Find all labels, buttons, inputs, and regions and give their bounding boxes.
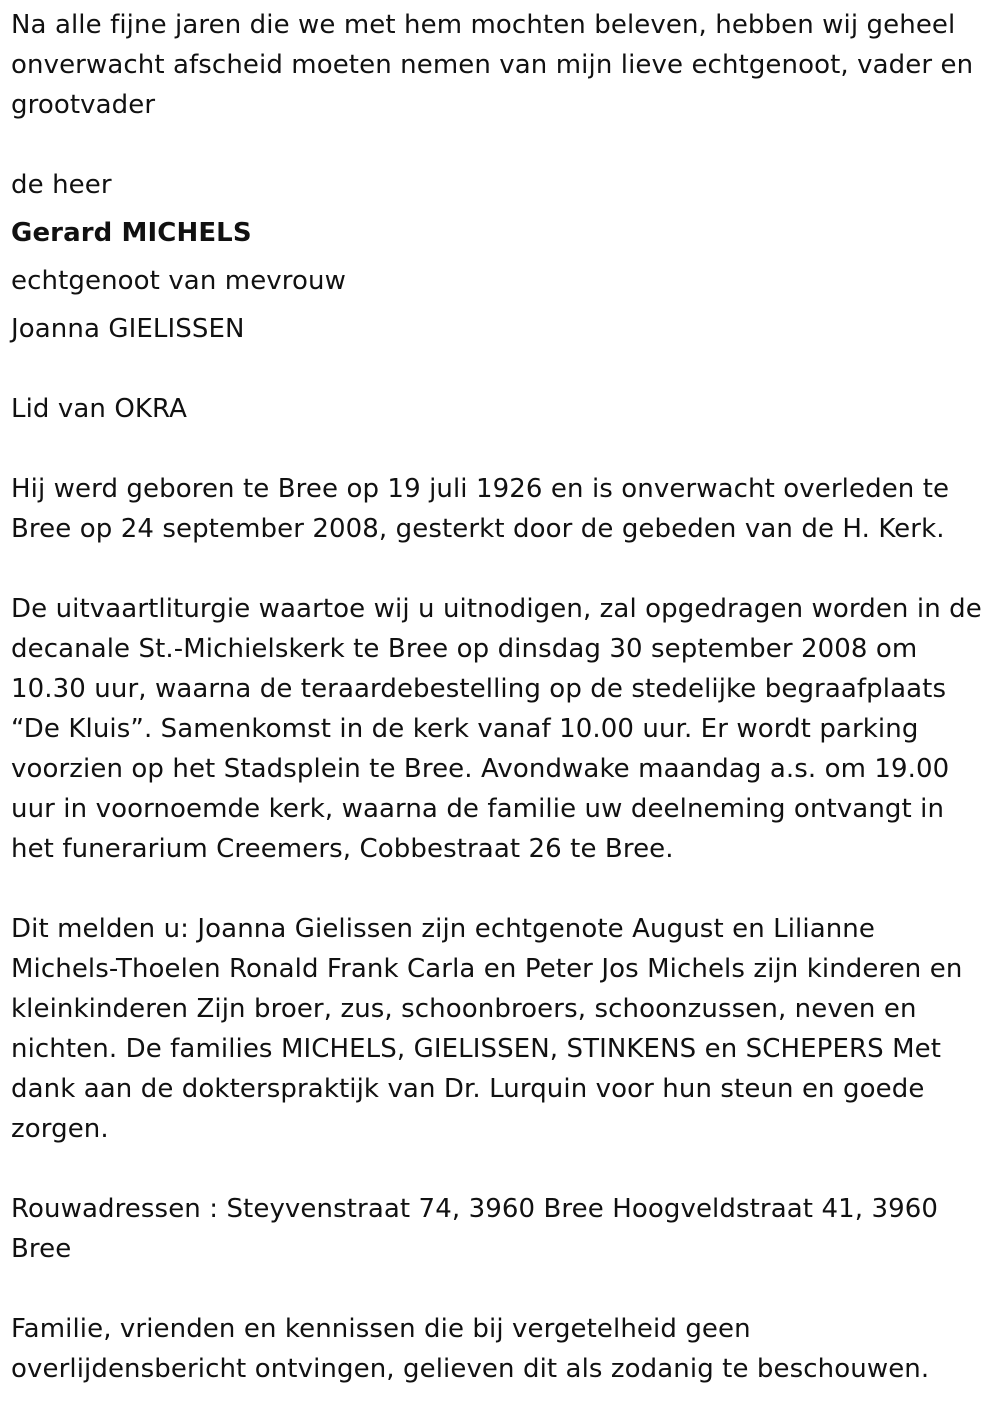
salutation: de heer: [11, 170, 112, 200]
spouse-name: Joanna GIELISSEN: [11, 314, 245, 344]
closing-paragraph: Familie, vrienden en kennissen die bij vergetelheid geen overlijdensbericht ontvingen, gelieven dit als zodanig te beschouwen.: [11, 1314, 930, 1384]
spouse-label: echtgenoot van mevrouw: [11, 266, 346, 296]
deceased-name: Gerard MICHELS: [11, 218, 252, 248]
funeral-details-paragraph: De uitvaartliturgie waartoe wij u uitnodigen, zal opgedragen worden in de decanale St.-Michielskerk te Bree op dinsdag 30 september 2008 om 10.30 uur, waarna de teraardebestelling op de stedelijke begraafplaats “De Kluis”. Samenkomst in de kerk vanaf 10.00 uur. Er wordt parking voorzien op het Stadsplein te Bree. Avondwake maandag a.s. om 19.00 uur in voornoemde kerk, waarna de familie uw deelneming ontvangt in het funerarium Creemers, Cobbestraat 26 te Bree.: [11, 594, 982, 864]
membership: Lid van OKRA: [11, 394, 188, 424]
announcers-paragraph: Dit melden u: Joanna Gielissen zijn echtgenote August en Lilianne Michels-Thoelen Ronald Frank Carla en Peter Jos Michels zijn kinderen en kleinkinderen Zijn broer, zus, schoonbroers, schoonzussen, neven en nichten. De families MICHELS, GIELISSEN, STINKENS en SCHEPERS Met dank aan de dokterspraktijk van Dr. Lurquin voor hun steun en goede zorgen.: [11, 914, 963, 1144]
birth-death-paragraph: Hij werd geboren te Bree op 19 juli 1926 en is onverwacht overleden te Bree op 24 september 2008, gesterkt door de gebeden van de H. Kerk.: [11, 474, 950, 544]
mourning-addresses: Rouwadressen : Steyvenstraat 74, 3960 Bree Hoogveldstraat 41, 3960 Bree: [11, 1194, 939, 1264]
obituary-document: [11, 5, 986, 1389]
intro-paragraph: Na alle fijne jaren die we met hem mochten beleven, hebben wij geheel onverwacht afscheid moeten nemen van mijn lieve echtgenoot, vader en grootvader: [11, 10, 974, 120]
